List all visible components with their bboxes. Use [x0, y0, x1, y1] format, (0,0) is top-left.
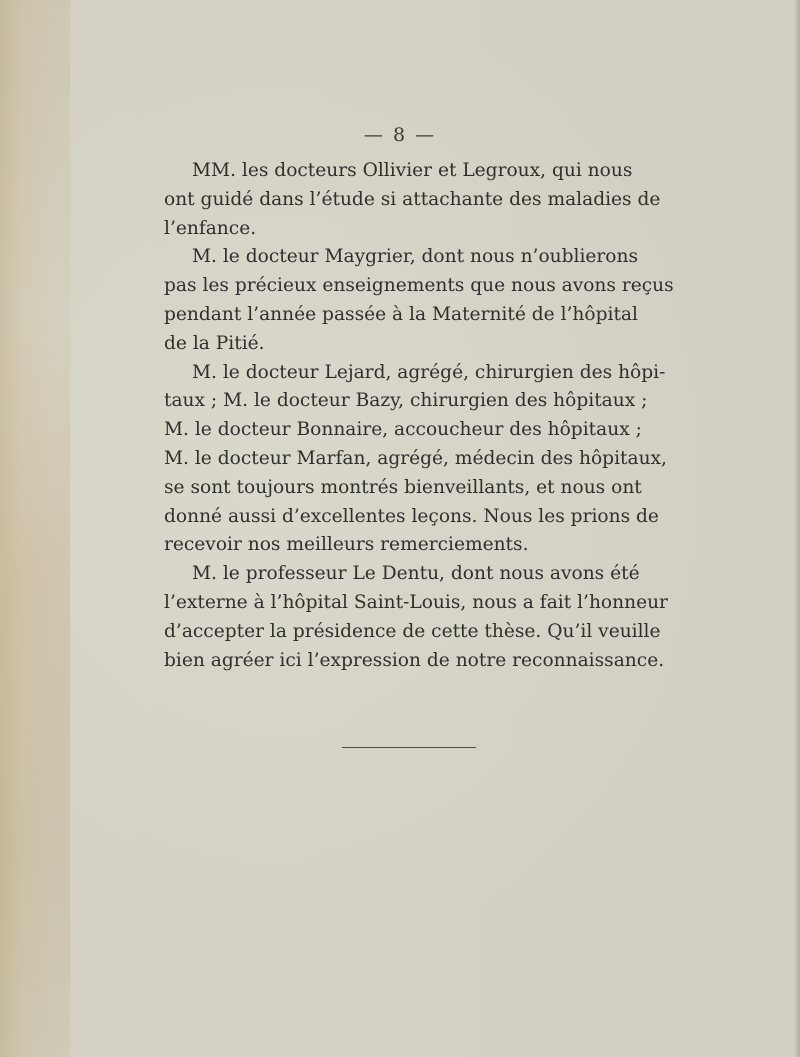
text-line: M. le docteur Lejard, agrégé, chirurgien des hôpi- [192, 361, 666, 383]
page-number: — 8 — [363, 124, 437, 146]
text-line: M. le professeur Le Dentu, dont nous avons été [192, 563, 640, 585]
text-line: pas les précieux enseignements que nous avons reçus [164, 275, 674, 297]
body-text [164, 157, 674, 675]
paragraph-2 [164, 243, 674, 358]
paragraph-4 [164, 560, 668, 675]
text-line: recevoir nos meilleurs remerciements. [164, 534, 529, 556]
text-line: ont guidé dans l’étude si attachante des maladies de [164, 188, 661, 210]
text-line: l’externe à l’hôpital Saint-Louis, nous a fait l’honneur [164, 591, 668, 613]
text-line: bien agréer ici l’expression de notre reconnaissance. [164, 649, 665, 671]
page-right-edge [794, 0, 800, 1057]
text-line: taux ; M. le docteur Bazy, chirurgien des hôpitaux ; [164, 390, 648, 412]
text-line: pendant l’année passée à la Maternité de l’hôpital [164, 303, 638, 325]
paragraph-3 [164, 359, 667, 561]
text-line: M. le docteur Marfan, agrégé, médecin des hôpitaux, [164, 447, 667, 469]
text-line: l’enfance. [164, 217, 257, 239]
page-edge-stain [0, 0, 70, 1057]
text-line: se sont toujours montrés bienveillants, et nous ont [164, 476, 642, 498]
text-line: de la Pitié. [164, 332, 265, 354]
paragraph-1 [164, 157, 661, 243]
text-line: M. le docteur Maygrier, dont nous n’oublierons [192, 246, 639, 268]
horizontal-rule [342, 747, 476, 748]
text-line: M. le docteur Bonnaire, accoucheur des hôpitaux ; [164, 419, 642, 441]
text-line: MM. les docteurs Ollivier et Legroux, qui nous [192, 160, 633, 181]
text-line: d’accepter la présidence de cette thèse. Qu’il veuille [164, 620, 661, 642]
text-line: donné aussi d’excellentes leçons. Nous les prions de [164, 505, 659, 527]
